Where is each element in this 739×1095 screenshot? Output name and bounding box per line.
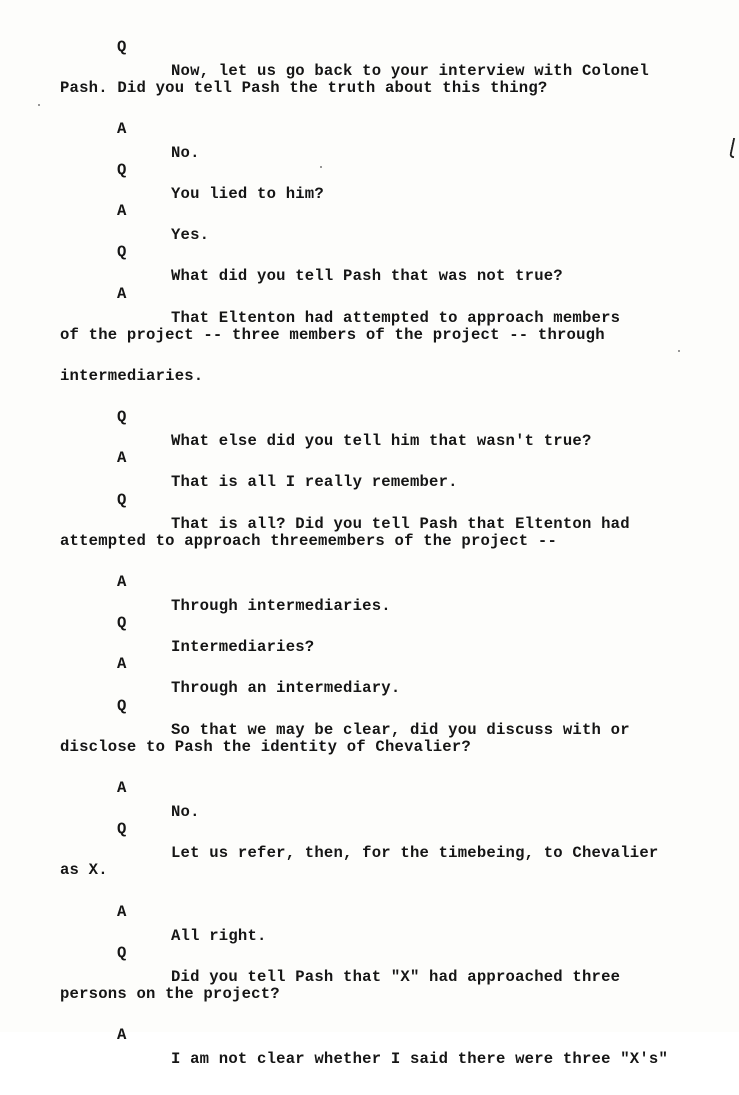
transcript-line [0, 505, 739, 550]
transcript-line [0, 175, 739, 244]
line-text: as X. [60, 861, 108, 879]
line-text: No. [171, 144, 200, 162]
line-text: disclose to Pash the identity of Chevalier? [60, 738, 471, 756]
transcript-line [0, 876, 739, 945]
line-text: That is all I really remember. [171, 473, 458, 491]
speaker-marker: A [117, 655, 127, 673]
line-text: Now, let us go back to your interview with Colonel [171, 62, 649, 80]
speaker-marker: A [117, 285, 127, 303]
transcript-line [0, 464, 739, 533]
speaker-marker: Q [117, 38, 127, 56]
transcript-line [0, 711, 739, 756]
transcript-line [0, 93, 739, 162]
speaker-marker: Q [117, 614, 127, 632]
line-text: of the project -- three members of the project -- through [60, 326, 605, 344]
line-text: That is all? Did you tell Pash that Eltenton had [171, 515, 630, 533]
line-text: Through intermediaries. [171, 597, 391, 615]
transcript-line [0, 670, 739, 739]
speaker-marker: Q [117, 820, 127, 838]
transcript-line [0, 258, 739, 327]
transcript-line [0, 134, 739, 203]
transcript-line [0, 999, 739, 1068]
line-text: You lied to him? [171, 185, 324, 203]
speaker-marker: A [117, 120, 127, 138]
line-text: Pash. Did you tell Pash the truth about this thing? [60, 79, 548, 97]
transcript-line [0, 216, 739, 285]
line-text: persons on the project? [60, 985, 280, 1003]
speaker-marker: A [117, 903, 127, 921]
line-text: Through an intermediary. [171, 679, 401, 697]
transcript-line [0, 422, 739, 491]
transcript-line [0, 628, 739, 697]
line-text: Intermediaries? [171, 638, 315, 656]
speaker-marker: Q [117, 944, 127, 962]
scan-speck-icon [320, 166, 322, 168]
transcript-line [0, 11, 739, 80]
transcript-line [0, 340, 739, 385]
transcript-line [0, 52, 739, 97]
transcript-line [0, 587, 739, 656]
transcript-line [0, 917, 739, 986]
line-text: Let us refer, then, for the timebeing, to Chevalier [171, 844, 659, 862]
line-text: What else did you tell him that wasn't true? [171, 432, 592, 450]
transcript-line [0, 299, 739, 344]
transcript-line [0, 834, 739, 879]
transcript-line [0, 958, 739, 1003]
line-text: attempted to approach threemembers of the project -- [60, 532, 558, 550]
transcript-line [0, 752, 739, 821]
transcript-line [0, 381, 739, 450]
speaker-marker: Q [117, 243, 127, 261]
scan-speck-icon [38, 104, 40, 106]
speaker-marker: A [117, 449, 127, 467]
line-text: Yes. [171, 226, 210, 244]
line-text: That Eltenton had attempted to approach members [171, 309, 621, 327]
line-text: intermediaries. [60, 367, 204, 385]
line-text: So that we may be clear, did you discuss with or [171, 721, 630, 739]
speaker-marker: Q [117, 491, 127, 509]
line-text: What did you tell Pash that was not true? [171, 267, 563, 285]
transcript-line [0, 546, 739, 615]
speaker-marker: Q [117, 697, 127, 715]
line-text: I am not clear whether I said there were three "X's" [171, 1050, 669, 1068]
scan-speck-icon [678, 350, 680, 352]
speaker-marker: A [117, 573, 127, 591]
line-text: No. [171, 803, 200, 821]
speaker-marker: A [117, 202, 127, 220]
speaker-marker: Q [117, 161, 127, 179]
speaker-marker: Q [117, 408, 127, 426]
transcript-line [0, 793, 739, 862]
line-text: All right. [171, 927, 267, 945]
speaker-marker: A [117, 779, 127, 797]
speaker-marker: A [117, 1026, 127, 1044]
line-text: Did you tell Pash that "X" had approached three [171, 968, 621, 986]
